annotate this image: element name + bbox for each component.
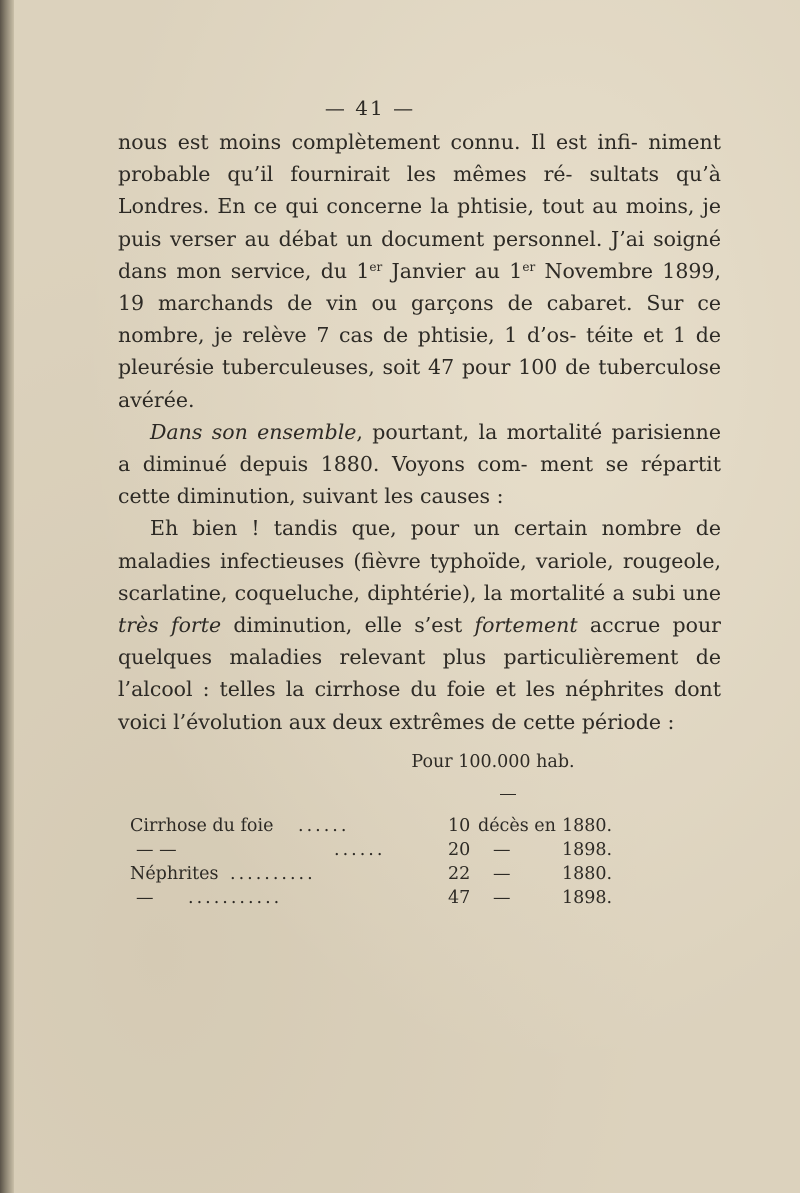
row-label: Néphrites <box>130 864 219 884</box>
leader-dots: .......... <box>230 864 316 884</box>
table-row <box>118 816 721 840</box>
row-label: Cirrhose du foie <box>130 816 274 836</box>
leader-dots: ...... <box>298 816 350 836</box>
leader-dots: ...... <box>334 840 386 860</box>
text-line: causes : <box>419 484 504 509</box>
ditto-dash: — <box>493 864 511 884</box>
text-line: s’est <box>414 613 475 638</box>
table-row <box>118 840 721 864</box>
text-line: nous est moins complètement connu. Il est infi- <box>118 130 638 154</box>
ditto-dash: — <box>493 888 511 908</box>
text-line: Eh bien ! tandis que, pour un certain nombre <box>150 516 682 541</box>
text-line: parisienne a diminué depuis 1880. Voyons com- <box>118 419 721 477</box>
text-line: pour 100 de tuberculose avérée. <box>118 355 721 412</box>
row-value: 10 <box>448 816 471 836</box>
italic-text: fortement <box>474 613 578 638</box>
superscript: er <box>522 259 536 274</box>
row-unit: décès en <box>478 816 556 836</box>
text-line: un document personnel. J’ai soigné dans mon <box>118 226 721 283</box>
text-line: Sur ce nombre, je relève 7 cas de phtisie, 1 d’os- <box>118 291 721 348</box>
ditto-dash: — <box>493 840 511 860</box>
text-line: Novembre 1899, <box>535 258 721 283</box>
body-text <box>118 126 721 738</box>
text-line: téite et 1 de pleurésie tuberculeuses, soit 47 <box>118 323 721 380</box>
text-line: la cirrhose du foie et les néphrites dont voici <box>118 677 721 734</box>
text-line: relevant plus particulièrement de l’alcool : telles <box>118 645 721 702</box>
row-value: 20 <box>448 840 471 860</box>
italic-text: très forte <box>118 613 222 638</box>
row-label: — <box>136 888 154 908</box>
leader-dots: ........... <box>188 888 283 908</box>
text-line: Janvier au 1 <box>382 258 523 283</box>
text-line: phtisie, tout au moins, je puis verser au débat <box>118 194 721 251</box>
paragraph-2 <box>118 416 721 513</box>
table-rule <box>500 794 516 795</box>
row-value: 22 <box>448 864 471 884</box>
superscript: er <box>369 259 383 274</box>
text-line: diminution, elle <box>221 613 402 638</box>
text-line: l’évolution aux deux extrêmes de cette période : <box>173 709 675 734</box>
text-line: sultats qu’à Londres. En ce qui concerne la <box>118 162 722 219</box>
row-year: 1880. <box>562 864 613 884</box>
table-row <box>118 864 721 888</box>
text-line: de maladies infectieuses (fièvre typhoïde, variole, <box>118 516 721 573</box>
paragraph-3 <box>118 512 721 737</box>
page-number: — 41 — <box>324 96 416 120</box>
row-value: 47 <box>448 888 471 908</box>
text-line: mortalité a subi une <box>509 580 721 605</box>
row-year: 1898. <box>562 888 613 908</box>
text-line: , pourtant, la mortalité <box>356 419 603 444</box>
text-line: ment se répartit cette diminution, suivant les <box>118 452 721 509</box>
row-year: 1898. <box>562 840 613 860</box>
text-line: service, du 1 <box>230 258 370 283</box>
text-line: niment probable qu’il fournirait les mêmes ré- <box>118 130 721 187</box>
text-line: rougeole, scarlatine, coqueluche, diphtérie), la <box>118 548 721 605</box>
table-header: Pour 100.000 hab. <box>411 752 575 772</box>
text-line: 19 marchands de vin ou garçons de cabaret. <box>118 291 633 316</box>
row-year: 1880. <box>562 816 613 836</box>
italic-text: Dans son ensemble <box>150 419 357 444</box>
paragraph-1 <box>118 126 721 416</box>
text-line: accrue pour quelques maladies <box>118 613 721 670</box>
row-label: — — <box>136 840 177 860</box>
table-row <box>118 888 721 912</box>
